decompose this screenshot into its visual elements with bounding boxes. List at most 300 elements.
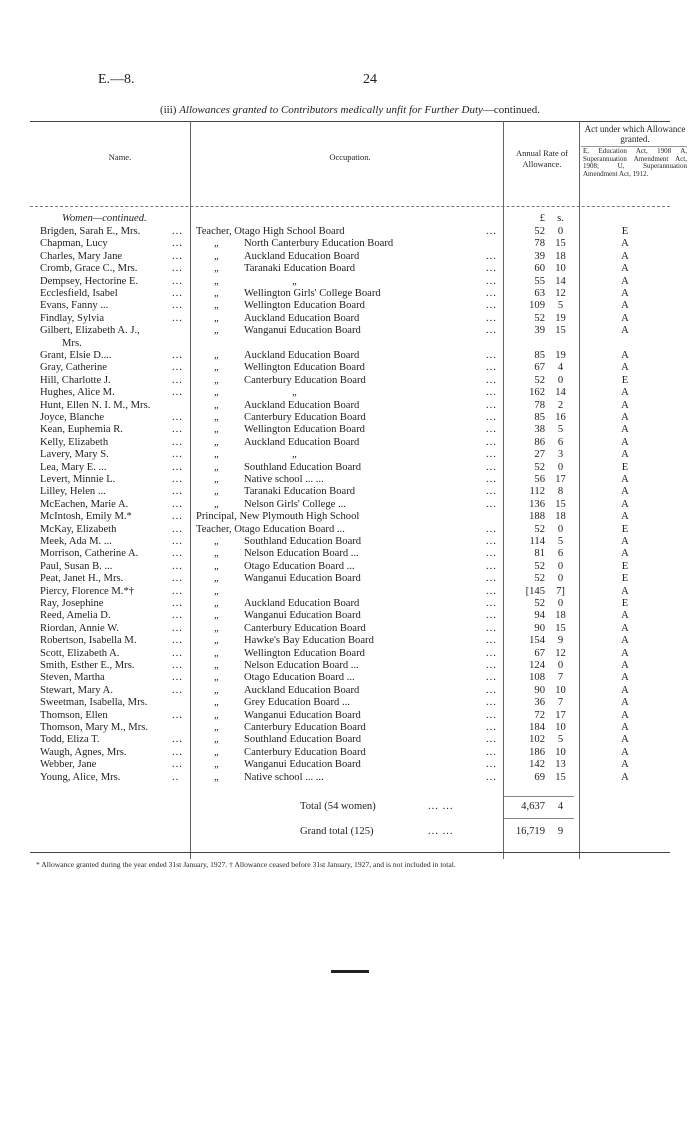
occupation-leader-dots: ... [486, 709, 497, 721]
name-leader-dots: ... [172, 560, 183, 572]
act-code: A [621, 722, 629, 733]
allowance-shillings: 17 [555, 709, 566, 721]
occupation-leader-dots: ... [486, 672, 497, 684]
allowance-pounds: 90 [534, 684, 545, 696]
table-row [0, 635, 700, 647]
name-leader-dots: ... [172, 412, 183, 423]
table-row [0, 300, 700, 312]
occupation-leader-dots: ... [486, 288, 497, 299]
table-row [0, 697, 700, 709]
allowance-pounds: 38 [534, 424, 545, 436]
occupation-leader-dots: ... [486, 461, 497, 473]
allowance-shillings: 19 [555, 312, 566, 324]
name-leader-dots: ... [172, 573, 183, 585]
ditto-mark: „ [214, 312, 220, 324]
allowance-shillings: 12 [555, 647, 566, 659]
act-code: A [621, 399, 629, 411]
occupation: Wellington Girls' College Board [244, 288, 381, 299]
allowance-shillings: 18 [555, 610, 566, 622]
allowance-pounds: 90 [534, 622, 545, 634]
ditto-mark: „ [214, 722, 220, 733]
ditto-mark: „ [214, 399, 220, 411]
act-code: A [621, 746, 629, 758]
occupation-leader-dots: ... [486, 722, 497, 733]
act-code: A [621, 263, 629, 275]
contributor-name: Waugh, Agnes, Mrs. [40, 746, 127, 758]
act-code: E [621, 461, 629, 473]
header-bottom-rule [30, 206, 670, 207]
occupation-leader-dots: ... [486, 486, 497, 498]
contributor-name: Smith, Esther E., Mrs. [40, 660, 135, 671]
name-leader-dots: ... [172, 486, 183, 498]
act-code: A [621, 412, 629, 423]
name-leader-dots: ... [172, 436, 183, 448]
occupation-leader-dots: ... [486, 449, 497, 461]
table-row [0, 722, 700, 734]
allowance-pounds: 81 [534, 548, 545, 560]
allowance-pounds: 27 [534, 449, 545, 461]
name-leader-dots: ... [172, 498, 183, 510]
contributor-name: Riordan, Annie W. [40, 622, 119, 634]
allowance-pounds: 162 [529, 387, 545, 399]
footnote: * Allowance granted during the year ended 31st January, 1927. † Allowance ceased before 31st January, 1927, and is not included in total. [36, 860, 456, 869]
ditto-mark: „ [214, 548, 220, 560]
ditto-mark: „ [214, 560, 220, 572]
occupation: Principal, New Plymouth High School [196, 511, 360, 523]
table-row [0, 412, 700, 424]
name-leader-dots: ... [172, 622, 183, 634]
contributor-name: Meek, Ada M. ... [40, 536, 112, 547]
act-code: A [621, 275, 629, 287]
act-code: A [621, 250, 629, 262]
ditto-mark: „ [214, 536, 220, 547]
contributor-name: Kean, Euphemia R. [40, 424, 123, 436]
document-reference: E.—8. [98, 72, 135, 87]
occupation: Wellington Education Board [244, 300, 365, 312]
act-code: A [621, 312, 629, 324]
name-leader-dots: ... [172, 585, 183, 597]
total-rule [504, 796, 574, 797]
occupation: Canterbury Education Board [244, 622, 366, 634]
total-label: Total (54 women) [300, 801, 376, 812]
occupation-leader-dots: ... [486, 635, 497, 647]
allowance-shillings: 16 [555, 412, 566, 423]
allowance-shillings: 7 [557, 697, 564, 709]
name-leader-dots: ... [172, 362, 183, 374]
allowance-pounds: 108 [529, 672, 545, 684]
occupation: Wanganui Education Board [244, 709, 361, 721]
allowance-pounds: 52 [534, 374, 545, 386]
occupation: Taranaki Education Board [244, 263, 356, 275]
ditto-mark: „ [214, 300, 220, 312]
allowance-shillings: 14 [555, 387, 566, 399]
contributor-name: Findlay, Sylvia [40, 312, 105, 324]
ditto-mark: „ [214, 350, 220, 361]
name-leader-dots: ... [172, 660, 183, 671]
allowance-pounds: 52 [534, 312, 545, 324]
contributor-name: Cromb, Grace C., Mrs. [40, 263, 138, 275]
name-leader-dots: ... [172, 226, 183, 237]
contributor-name: Paul, Susan B. ... [40, 560, 113, 572]
allowance-shillings: 8 [557, 486, 564, 498]
contributor-name: Steven, Martha [40, 672, 105, 684]
table-row [0, 387, 700, 399]
allowance-shillings: 2 [557, 399, 564, 411]
name-leader-dots: ... [172, 672, 183, 684]
section-label: Women—continued. [62, 213, 147, 224]
name-leader-dots: ... [172, 263, 183, 275]
allowance-shillings: 5 [557, 734, 564, 746]
contributor-name: Webber, Jane [40, 759, 97, 771]
table-row [0, 623, 700, 635]
occupation-leader-dots: ... [486, 523, 497, 535]
table-row [0, 561, 700, 573]
occupation: Grey Education Board ... [244, 697, 350, 709]
ditto-mark: „ [214, 746, 220, 758]
contributor-name: Hunt, Ellen N. I. M., Mrs. [40, 399, 151, 411]
occupation: Auckland Education Board [244, 684, 360, 696]
name-leader-dots: ... [172, 474, 183, 485]
table-row [0, 573, 700, 585]
allowance-shillings: 17 [555, 474, 566, 485]
occupation: Canterbury Education Board [244, 746, 366, 758]
allowance-pounds: 85 [534, 350, 545, 361]
contributor-name: Reed, Amelia D. [40, 610, 111, 622]
contributor-name: Ecclesfield, Isabel [40, 288, 118, 299]
occupation-leader-dots: ... [486, 585, 497, 597]
occupation-leader-dots: ... [486, 436, 497, 448]
allowance-shillings: 5 [557, 424, 564, 436]
ditto-mark: „ [214, 585, 220, 597]
act-code: A [621, 610, 629, 622]
allowance-pounds: 94 [534, 610, 545, 622]
unit-shilling: s. [557, 213, 564, 224]
allowance-shillings: 18 [555, 250, 566, 262]
occupation-leader-dots: ... [486, 275, 497, 287]
name-leader-dots: ... [172, 511, 183, 523]
table-row [0, 772, 700, 784]
allowance-shillings: 10 [555, 722, 566, 733]
column-header-occupation: Occupation. [329, 152, 371, 162]
name-leader-dots: ... [172, 275, 183, 287]
occupation-leader-dots: ... [486, 560, 497, 572]
grand-total-pounds: 16,719 [515, 826, 545, 837]
allowance-pounds: 52 [534, 461, 545, 473]
occupation: Southland Education Board [244, 536, 362, 547]
allowance-pounds: 114 [529, 536, 545, 547]
act-code: A [621, 672, 629, 684]
allowance-shillings: 4 [557, 362, 564, 374]
occupation-leader-dots: ... [486, 647, 497, 659]
table-row [0, 338, 700, 350]
table-row [0, 685, 700, 697]
contributor-name: Kelly, Elizabeth [40, 436, 109, 448]
table-row [0, 536, 700, 548]
occupation: Nelson Girls' College ... [244, 498, 346, 510]
act-code: A [621, 759, 629, 771]
name-leader-dots: ... [172, 734, 183, 746]
allowance-shillings: 7] [556, 585, 565, 597]
table-row [0, 325, 700, 337]
allowance-shillings: 15 [555, 325, 566, 337]
act-code: A [621, 474, 629, 485]
total-dots: ... ... [428, 801, 454, 812]
ditto-mark: „ [214, 238, 220, 250]
allowance-shillings: 12 [555, 288, 566, 299]
allowance-pounds: 184 [529, 722, 545, 733]
contributor-name: Stewart, Mary A. [40, 684, 113, 696]
occupation-leader-dots: ... [486, 263, 497, 275]
ditto-mark: „ [214, 660, 220, 671]
contributor-name: Peat, Janet H., Mrs. [40, 573, 124, 585]
contributor-name: Charles, Mary Jane [40, 250, 123, 262]
act-code: A [621, 238, 629, 250]
occupation: „ [292, 275, 298, 287]
allowance-shillings: 15 [555, 622, 566, 634]
ditto-mark: „ [214, 387, 220, 399]
ditto-mark: „ [214, 647, 220, 659]
name-leader-dots: .. [172, 771, 180, 783]
ditto-mark: „ [214, 573, 220, 585]
occupation: Wanganui Education Board [244, 759, 361, 771]
act-code: A [621, 498, 629, 510]
allowance-pounds: [145 [525, 585, 545, 597]
ditto-mark: „ [214, 461, 220, 473]
table-row [0, 350, 700, 362]
occupation-leader-dots: ... [486, 598, 497, 609]
allowance-shillings: 7 [557, 672, 564, 684]
ditto-mark: „ [214, 250, 220, 262]
name-leader-dots: ... [172, 300, 183, 312]
contributor-name: Todd, Eliza T. [40, 734, 100, 746]
column-header-act-note: E, Education Act, 1908 A, Superannuation Amendment Act, 1908; U, Superannuation Amendment Act, 1912. [583, 147, 687, 178]
occupation: Wellington Education Board [244, 362, 365, 374]
ditto-mark: „ [214, 288, 220, 299]
occupation: Auckland Education Board [244, 350, 360, 361]
occupation: „ [292, 449, 298, 461]
table-row [0, 288, 700, 300]
ditto-mark: „ [214, 684, 220, 696]
act-code: A [621, 585, 629, 597]
ditto-mark: „ [214, 275, 220, 287]
occupation-leader-dots: ... [486, 734, 497, 746]
occupation-leader-dots: ... [486, 622, 497, 634]
allowance-pounds: 142 [529, 759, 545, 771]
contributor-name: Lavery, Mary S. [40, 449, 109, 461]
allowance-pounds: 186 [529, 746, 545, 758]
unit-pound: £ [539, 213, 545, 224]
occupation: Canterbury Education Board [244, 722, 366, 733]
occupation-leader-dots: ... [486, 399, 497, 411]
occupation: Auckland Education Board [244, 399, 360, 411]
occupation: Teacher, Otago High School Board [196, 226, 345, 237]
allowance-shillings: 3 [557, 449, 564, 461]
occupation: Wanganui Education Board [244, 573, 361, 585]
allowance-shillings: 0 [557, 560, 564, 572]
contributor-name: Piercy, Florence M.*† [40, 585, 135, 597]
occupation: Auckland Education Board [244, 312, 360, 324]
table-row [0, 375, 700, 387]
allowance-pounds: 39 [534, 250, 545, 262]
table-row [0, 474, 700, 486]
allowance-shillings: 6 [557, 436, 564, 448]
occupation: Otago Education Board ... [244, 672, 355, 684]
act-code: A [621, 647, 629, 659]
occupation: Wellington Education Board [244, 647, 365, 659]
section-row [0, 213, 700, 225]
name-leader-dots: ... [172, 709, 183, 721]
allowance-pounds: 72 [534, 709, 545, 721]
table-row [0, 313, 700, 325]
allowance-shillings: 9 [557, 635, 564, 647]
allowance-shillings: 0 [557, 226, 564, 237]
act-code: E [621, 523, 629, 535]
table-row [0, 400, 700, 412]
occupation: Otago Education Board ... [244, 560, 355, 572]
name-leader-dots: ... [172, 598, 183, 609]
occupation: Nelson Education Board ... [244, 660, 359, 671]
table-row [0, 524, 700, 536]
name-leader-dots: ... [172, 746, 183, 758]
name-leader-dots: ... [172, 250, 183, 262]
ditto-mark: „ [214, 709, 220, 721]
allowance-shillings: 14 [555, 275, 566, 287]
ditto-mark: „ [214, 486, 220, 498]
occupation-leader-dots: ... [486, 536, 497, 547]
allowance-pounds: 85 [534, 412, 545, 423]
ditto-mark: „ [214, 474, 220, 485]
act-code: A [621, 536, 629, 547]
page-header [0, 72, 700, 92]
act-code: A [621, 697, 629, 709]
table-row [0, 648, 700, 660]
allowance-shillings: 18 [555, 511, 566, 523]
allowance-pounds: 67 [534, 647, 545, 659]
contributor-name: Levert, Minnie L. [40, 474, 116, 485]
ditto-mark: „ [214, 635, 220, 647]
contributor-name: Gray, Catherine [40, 362, 107, 374]
allowance-pounds: 60 [534, 263, 545, 275]
act-code: A [621, 709, 629, 721]
occupation-leader-dots: ... [486, 250, 497, 262]
table-row [0, 586, 700, 598]
column-header-rate: Annual Rate of Allowance. [516, 148, 568, 169]
name-leader-dots: ... [172, 647, 183, 659]
ditto-mark: „ [214, 436, 220, 448]
total-row [0, 801, 700, 813]
ditto-mark: „ [214, 449, 220, 461]
contributor-name: McEachen, Marie A. [40, 498, 129, 510]
name-leader-dots: ... [172, 374, 183, 386]
occupation-leader-dots: ... [486, 387, 497, 399]
occupation-leader-dots: ... [486, 474, 497, 485]
act-code: E [621, 560, 629, 572]
allowance-shillings: 15 [555, 498, 566, 510]
name-leader-dots: ... [172, 759, 183, 771]
occupation-leader-dots: ... [486, 697, 497, 709]
contributor-name: Hill, Charlotte J. [40, 374, 111, 386]
occupation-leader-dots: ... [486, 312, 497, 324]
allowance-pounds: 52 [534, 560, 545, 572]
allowance-pounds: 63 [534, 288, 545, 299]
ditto-mark: „ [214, 424, 220, 436]
allowance-shillings: 19 [555, 350, 566, 361]
occupation-leader-dots: ... [486, 226, 497, 237]
contributor-name: Ray, Josephine [40, 598, 104, 609]
act-code: E [621, 598, 629, 609]
table-row [0, 251, 700, 263]
allowance-pounds: 86 [534, 436, 545, 448]
ditto-mark: „ [214, 734, 220, 746]
occupation-leader-dots: ... [486, 362, 497, 374]
occupation-leader-dots: ... [486, 300, 497, 312]
contributor-name: McKay, Elizabeth [40, 523, 117, 535]
table-row [0, 424, 700, 436]
ditto-mark: „ [214, 697, 220, 709]
table-row [0, 238, 700, 250]
allowance-shillings: 0 [557, 573, 564, 585]
name-leader-dots: ... [172, 449, 183, 461]
act-code: A [621, 436, 629, 448]
name-leader-dots: ... [172, 635, 183, 647]
allowance-shillings: 0 [557, 374, 564, 386]
table-bottom-rule [30, 852, 670, 853]
name-leader-dots: ... [172, 312, 183, 324]
contributor-name: Joyce, Blanche [40, 412, 105, 423]
contributor-name: Thomson, Mary M., Mrs. [40, 722, 148, 733]
occupation: Wellington Education Board [244, 424, 365, 436]
occupation-leader-dots: ... [486, 350, 497, 361]
allowance-shillings: 10 [555, 746, 566, 758]
subtitle-italic: Allowances granted to Contributors medically unfit for Further Duty [179, 104, 483, 116]
occupation-leader-dots: ... [486, 325, 497, 337]
ditto-mark: „ [214, 325, 220, 337]
occupation-leader-dots: ... [486, 684, 497, 696]
subtitle-prefix: (iii) [159, 104, 180, 116]
allowance-shillings: 5 [557, 536, 564, 547]
allowance-pounds: 67 [534, 362, 545, 374]
ditto-mark: „ [214, 412, 220, 423]
table-row [0, 263, 700, 275]
allowance-shillings: 0 [557, 461, 564, 473]
table-row [0, 499, 700, 511]
allowance-pounds: 52 [534, 598, 545, 609]
occupation: Southland Education Board [244, 734, 362, 746]
contributor-name: Morrison, Catherine A. [40, 548, 139, 560]
table-row [0, 734, 700, 746]
table-row [0, 672, 700, 684]
contributor-name: Dempsey, Hectorine E. [40, 275, 139, 287]
table-row [0, 276, 700, 288]
allowance-shillings: 15 [555, 238, 566, 250]
act-code: A [621, 449, 629, 461]
name-leader-dots: ... [172, 610, 183, 622]
act-code: A [621, 660, 629, 671]
allowance-shillings: 0 [557, 523, 564, 535]
table-row [0, 462, 700, 474]
contributor-name: Sweetman, Isabella, Mrs. [40, 697, 148, 709]
grand-total-dots: ... ... [428, 826, 454, 837]
contributor-name: Lilley, Helen ... [40, 486, 106, 498]
allowance-pounds: 136 [529, 498, 545, 510]
act-code: A [621, 684, 629, 696]
grand-total-row [0, 826, 700, 838]
occupation: „ [292, 387, 298, 399]
occupation: Taranaki Education Board [244, 486, 356, 498]
occupation: Southland Education Board [244, 461, 362, 473]
ditto-mark: „ [214, 598, 220, 609]
act-code: A [621, 486, 629, 498]
